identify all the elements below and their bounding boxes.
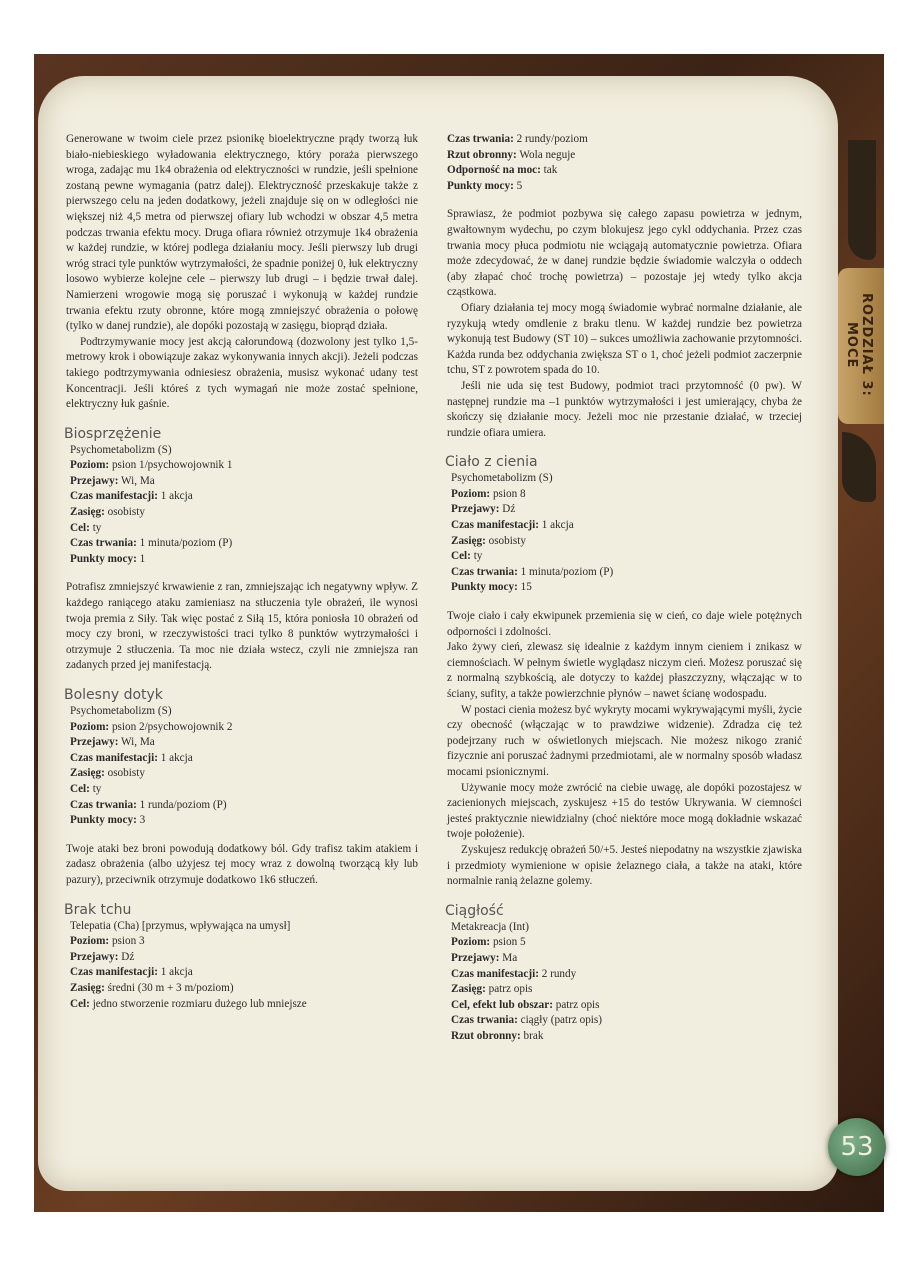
paragraph: Sprawiasz, że podmiot pozbywa się całego zapasu powietrza w jednym, gwałtownym wydechu, po czym blokujesz jego cykl oddychania. Przez czas trwania mocy płuca podmiotu nie wciągają automatycznie powietrza. Ofiara może zdecydować, że w danej rundzie będzie świadomie walczyła o oddech (aby złapać choć trochę powietrza) – pozostaje jej wtedy tylko akcja cząstkowa. — [447, 208, 802, 299]
right-column — [447, 132, 802, 1044]
power-title: Ciągłość — [445, 902, 504, 919]
stat-target: Cel: ty — [451, 550, 483, 563]
stat-target: Cel: jedno stworzenie rozmiaru dużego lub mniejsze — [70, 997, 307, 1010]
paragraph: Podtrzymywanie mocy jest akcją całorundową (dozwolony jest tylko 1,5-metrowy krok i obowiązuje zakaz wykonywania innych akcji). Jeżeli podczas takiego podtrzymywania odniesiesz obrażenia, musisz wykonać udany test Koncentracji. Jeśli któreś z tych wymagań nie może zostać spełnione, elektryczny łuk gaśnie. — [66, 335, 418, 411]
stat-target: Cel, efekt lub obszar: patrz opis — [451, 998, 600, 1011]
chapter-tab-label: ROZDZIAŁ 3: MOCE — [844, 293, 874, 397]
left-column — [66, 132, 418, 1012]
stat-range: Zasięg: osobisty — [451, 534, 526, 547]
power-stats — [447, 920, 802, 1045]
stat-resist: Odporność na moc: tak — [447, 164, 558, 177]
stat-display: Przejawy: Wi, Ma — [70, 474, 155, 487]
stat-points: Punkty mocy: 3 — [70, 814, 146, 827]
stat-points: Punkty mocy: 15 — [451, 581, 532, 594]
power-title: Bolesny dotyk — [64, 687, 163, 703]
stat-discipline: Psychometabolizm (S) — [70, 443, 172, 456]
power-stats — [447, 132, 802, 194]
paragraph: Zyskujesz redukcję obrażeń 50/+5. Jesteś niepodatny na wszystkie zjawiska i przedmioty wymienione w opisie żelaznego ciała, a także na ataki, które normalnie ranią żelazne golemy. — [447, 843, 802, 888]
paragraph: Twoje ciało i cały ekwipunek przemienia się w cień, co daje wiele potężnych odporności i zdolności. — [447, 610, 802, 638]
stat-range: Zasięg: osobisty — [70, 767, 145, 780]
stat-duration: Czas trwania: 2 rundy/poziom — [447, 133, 588, 145]
stat-manifest: Czas manifestacji: 1 akcja — [70, 966, 193, 979]
stat-save: Rzut obronny: brak — [451, 1029, 544, 1042]
paragraph: Jako żywy cień, zlewasz się idealnie z każdym innym cieniem i znikasz w ciemnościach. W pełnym świetle wyglądasz niczym cień. Możesz poruszać się z normalną szybkością, ale dotyczy to każdej płaszczyzny, włączając w to ściany, sufity, a także powierzchnie płynów – nawet ścianę wodospadu. — [447, 641, 802, 700]
stat-range: Zasięg: średni (30 m + 3 m/poziom) — [70, 981, 234, 994]
stat-level: Poziom: psion 2/psychowojownik 2 — [70, 720, 233, 733]
stat-points: Punkty mocy: 5 — [447, 179, 523, 192]
page-number: 53 — [828, 1118, 886, 1176]
stat-points: Punkty mocy: 1 — [70, 552, 146, 565]
stat-target: Cel: ty — [70, 521, 102, 534]
power-stats — [66, 443, 418, 568]
power-title: Ciało z cienia — [445, 454, 538, 471]
stat-display: Przejawy: Wi, Ma — [70, 736, 155, 749]
power-title: Biosprzężenie — [64, 425, 162, 442]
paragraph: Używanie mocy może zwrócić na ciebie uwagę, ale dopóki pozostajesz w zacienionych miejscach, zyskujesz +15 do testów Ukrywania. W ciemności jesteś praktycznie niewidzialny (choć niektóre moce mogą dokładnie wskazać twoje położenie). — [447, 781, 802, 841]
stat-range: Zasięg: osobisty — [70, 506, 145, 519]
stat-duration: Czas trwania: 1 runda/poziom (P) — [70, 798, 227, 811]
stat-level: Poziom: psion 8 — [451, 487, 526, 500]
stat-discipline: Telepatia (Cha) [przymus, wpływająca na umysł] — [70, 919, 291, 932]
power-stats — [447, 471, 802, 596]
stat-duration: Czas trwania: 1 minuta/poziom (P) — [70, 537, 233, 550]
paragraph: W postaci cienia możesz być wykryty mocami wykrywającymi myśli, życie czy obecność (włączając w to prawdziwe widzenie). Zdradza cię też podejrzany ruch w oświetlonych miejscach. Nie możesz nikogo zranić fizycznie ani poruszać żadnymi przedmiotami, ale w normalny sposób władasz mocami psionicznymi. — [447, 703, 802, 778]
stat-discipline: Metakreacja (Int) — [451, 920, 529, 933]
stat-save: Rzut obronny: Wola neguje — [447, 148, 576, 161]
power-title: Brak tchu — [64, 901, 132, 918]
stat-manifest: Czas manifestacji: 1 akcja — [451, 519, 574, 532]
stat-display: Przejawy: Dź — [70, 950, 135, 963]
stat-manifest: Czas manifestacji: 1 akcja — [70, 751, 193, 764]
stat-manifest: Czas manifestacji: 2 rundy — [451, 967, 577, 980]
paragraph: Twoje ataki bez broni powodują dodatkowy ból. Gdy trafisz takim atakiem i zadasz obrażenia (albo użyjesz tej mocy wraz z dowolną tworzącą kły lub pazury), przeciwnik otrzymuje dodatkowo 1k6 stłuczeń. — [66, 842, 418, 886]
power-stats — [66, 919, 418, 1013]
paragraph: Jeśli nie uda się test Budowy, podmiot traci przytomność (0 pw). W następnej rundzie ma –1 punktów wytrzymałości i jest umierający, chyba że skończy się działanie mocy. Jeżeli moc nie przestanie działać, w trzeciej rundzie ofiara umiera. — [447, 379, 802, 439]
stat-duration: Czas trwania: 1 minuta/poziom (P) — [451, 565, 614, 578]
power-stats — [66, 704, 418, 829]
paragraph: Ofiary działania tej mocy mogą świadomie wybrać normalne działanie, ale ryzykują wtedy omdlenie z braku tlenu. W każdej rundzie bez powietrza wykonują test Budowy (ST 10) – sukces umożliwia zachowanie przytomności. Każda runda bez oddychania zwiększa ST o 1, choć jeżeli podmiot zaczerpnie tchu, ST z powrotem spada do 10. — [447, 301, 802, 377]
stat-level: Poziom: psion 1/psychowojownik 1 — [70, 459, 233, 472]
paragraph: Generowane w twoim ciele przez psionikę bioelektryczne prądy tworzą łuk biało-niebieskiego wyładowania elektrycznego, który poraża pierwszego wroga, zadając mu 1k4 obrażenia od elektryczności w rundzie, jeśli spełnione zostaną pewne wymagania (patrz dalej). Elektryczność przeskakuje także z pierwszego celu na jeden dodatkowy, jeżeli znajduje się on w odległości nie większej niż 4,5 metra od pierwszej ofiary lub wchodzi w obszar 4,5 metra podczas trwania efektu mocy. Druga ofiara również otrzymuje 1k4 obrażenia w każdej rundzie, w której podlega działaniu mocy. Jeśli pierwszy lub drugi wróg straci tyle punktów wytrzymałości, że spadnie poniżej 0, łuk elektryczny losowo wybierze kolejne cele – pierwszy lub drugi – i będzie trwał dalej. Namierzeni wrogowie mogą się poruszać i wykonują w każdej rundzie trwania efektu rzuty obronne, które mogą zmniejszyć obrażenia o połowę (tylko w danej rundzie), ale dopóki pozostają w zasięgu, bioprąd działa. — [66, 133, 418, 333]
stat-discipline: Psychometabolizm (S) — [451, 472, 553, 485]
stat-duration: Czas trwania: ciągły (patrz opis) — [451, 1014, 602, 1027]
paragraph: Potrafisz zmniejszyć krwawienie z ran, zmniejszając ich negatywny wpływ. Z każdego raniącego ataku zamieniasz na stłuczenia tyle obrażeń, ile wynosi twoja premia z Siły. Tak więc postać z Siłą 15, która poniosła 10 obrażeń od mocy czy broni, w rzeczywistości traci tylko 8 punktów wytrzymałości i otrzymuje 2 stłuczenia. Ta moc nie działa wstecz, czyli nie zmniejsza ran zadanych przed jej manifestacją. — [66, 581, 418, 672]
stat-target: Cel: ty — [70, 782, 102, 795]
stat-manifest: Czas manifestacji: 1 akcja — [70, 490, 193, 503]
stat-level: Poziom: psion 3 — [70, 935, 145, 948]
stat-range: Zasięg: patrz opis — [451, 983, 533, 996]
stat-display: Przejawy: Dź — [451, 503, 516, 516]
stat-discipline: Psychometabolizm (S) — [70, 705, 172, 717]
stat-display: Przejawy: Ma — [451, 951, 518, 964]
decorative-claw — [848, 140, 876, 260]
stat-level: Poziom: psion 5 — [451, 936, 526, 949]
